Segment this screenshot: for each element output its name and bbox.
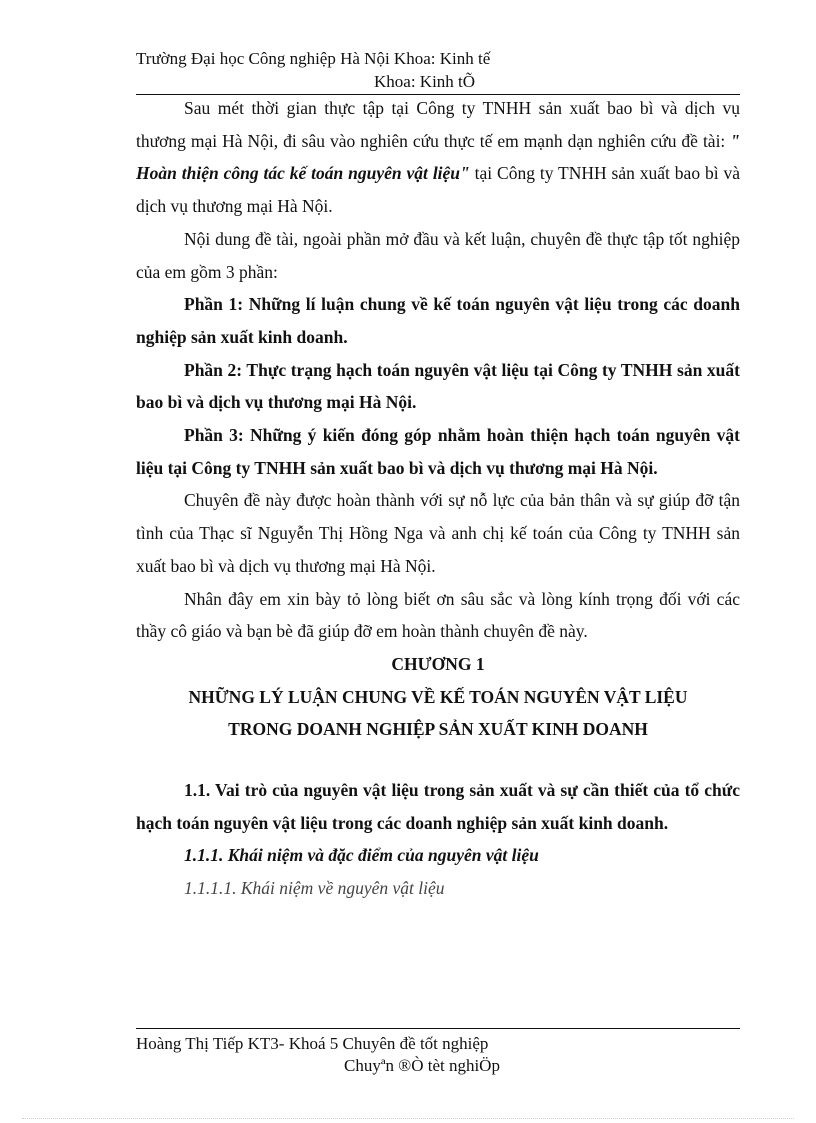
document-body — [136, 92, 740, 905]
intro-paragraph — [136, 92, 740, 223]
intro-text-b: tại Công ty TNHH sản xuất bao bì và dịch vụ thương mại Hà Nội. — [136, 163, 740, 217]
header-line-2: Khoa: Kinh tÕ — [374, 72, 476, 91]
section-1-1-heading: 1.1. Vai trò của nguyên vật liệu trong sản xuất và sự cần thiết của tổ chức hạch toán nguyên vật liệu trong các doanh nghiệp sản xuất kinh doanh. — [136, 780, 740, 833]
page-edge-dots — [22, 1118, 794, 1119]
thanks-paragraph: Chuyên đề này được hoàn thành với sự nỗ lực của bản thân và sự giúp đỡ tận tình của Thạc sĩ Nguyễn Thị Hồng Nga và anh chị kế toán của Công ty TNHH sản xuất bao bì và dịch vụ thương mại Hà Nội. — [136, 490, 740, 576]
chapter-label: CHƯƠNG 1 — [391, 653, 485, 674]
spacer — [136, 746, 740, 774]
thesis-title: " Hoàn thiện công tác kế toán nguyên vật liệu" — [136, 130, 740, 184]
section-1-1-1-heading: 1.1.1. Khái niệm và đặc điểm của nguyên vật liệu — [184, 845, 539, 866]
footer-line-2: Chuyªn ®Ò tèt nghiÖp — [344, 1056, 500, 1075]
footer-divider — [136, 1028, 740, 1029]
part-1: Phần 1: Những lí luận chung về kế toán nguyên vật liệu trong các doanh nghiệp sản xuất kinh doanh. — [136, 294, 740, 347]
header-line-1: Trường Đại học Công nghiệp Hà Nội Khoa: Kinh tế — [136, 49, 491, 68]
part-2: Phần 2: Thực trạng hạch toán nguyên vật liệu tại Công ty TNHH sản xuất bao bì và dịch vụ thương mại Hà Nội. — [136, 359, 740, 413]
part-3: Phần 3: Những ý kiến đóng góp nhằm hoàn thiện hạch toán nguyên vật liệu tại Công ty TNHH sản xuất bao bì và dịch vụ thương mại Hà Nội. — [136, 425, 740, 478]
content-paragraph: Nội dung đề tài, ngoài phần mở đầu và kết luận, chuyên đề thực tập tốt nghiệp của em gồm 3 phần: — [136, 228, 740, 282]
gratitude-paragraph: Nhân đây em xin bày tỏ lòng biết ơn sâu sắc và lòng kính trọng đối với các thầy cô giáo và bạn bè đã giúp đỡ em hoàn thành chuyên đề này. — [136, 588, 740, 642]
section-1-1-1-1-heading: 1.1.1.1. Khái niệm về nguyên vật liệu — [184, 878, 445, 899]
chapter-title-line-1: NHỮNG LÝ LUẬN CHUNG VỀ KẾ TOÁN NGUYÊN VẬT LIỆU — [188, 686, 688, 707]
chapter-title-line-2: TRONG DOANH NGHIỆP SẢN XUẤT KINH DOANH — [228, 719, 648, 740]
footer-line-1: Hoàng Thị Tiếp KT3- Khoá 5 Chuyên đề tốt nghiệp — [136, 1034, 489, 1053]
intro-text-a: Sau mét thời gian thực tập tại Công ty TNHH sản xuất bao bì và dịch vụ thương mại Hà Nội, đi sâu vào nghiên cứu thực tế em mạnh dạn nghiên cứu đề tài: — [136, 98, 740, 151]
